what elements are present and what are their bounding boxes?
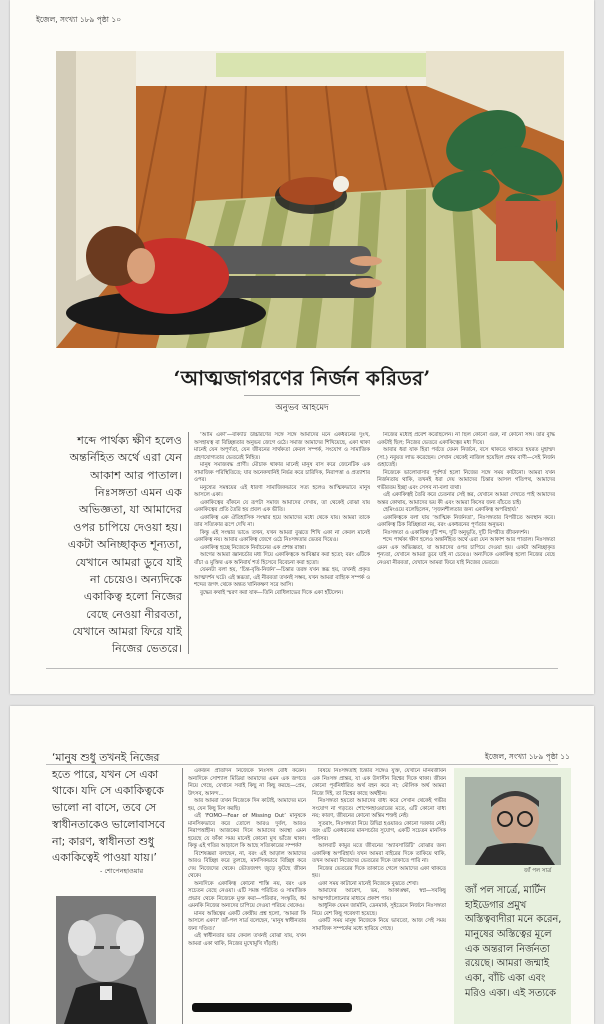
- paragraph: আমাদের আবেগ, ভয়, আকাঙ্ক্ষা, স্বপ্ন—সবকিছু আত্মপর্যালোচনার মাধ্যমে প্রকাশ পায়।: [312, 888, 446, 902]
- paragraph: যেমনটা বলা হয়, ‘চিন্ত-বৃত্তি-নির্জন’—চিন্তার তরঙ্গ যখন স্তব্ধ হয়, তখনই প্রকৃত আত্মদর্শন ঘটে। এই স্তব্ধতা, এই নীরবতা তখনই সম্ভব, যখন আমরা বাহ্যিক সম্পর্ক ও শব্দের জগৎ থেকে অন্তত খানিকক্ষণ সরে আসি।: [194, 567, 370, 589]
- paragraph: হেমিংওয়ে বলেছিলেন, ‘সৃজনশীলতার জন্য একাকিত্ব অপরিহার্য।’: [383, 507, 519, 514]
- sidebar-quote: জাঁ পল সার্ত্রে, মার্টিন হাইডেগার প্রমুখ অস্তিত্ববাদীরা মনে করেন, মানুষের অস্তিত্বের মূলে এক অন্তরাল নির্জনতা রয়েছে। আমরা জন্মাই একা, বাঁচি একা এবং মরিও একা। এই সত্যকে: [465, 885, 562, 999]
- paragraph: মানুষ সমাজবদ্ধ প্রাণী। মৌচাক থাকার মানেই মানুষ বাস করে জেনেটিক এক সামাজিক পরিস্থিতিতে; যার অনেকখানিই নির্ভর করে চারিদিক, নিরাপত্তা ও প্রত্যাশার ওপর।: [194, 462, 370, 484]
- paragraph: নিজের মধ্যেই প্রবেশ করেছিলেন। না ছিল কোনো গুরু, না কোনো সঙ্গ। তার বুদ্ধি একটাই ছিল; নিজের ভেতরে একাকিত্বের মধ্য দিয়ে।: [377, 432, 555, 446]
- paragraph: আর আমরা তখন নিজেকে দিন কাটাই, আমাদের মনে হয়, যেন কিছু মিস করছি।: [188, 798, 306, 812]
- paragraph: আধুনিক যেমন জার্মানি, ডেনমার্ক, সুইডেনে নির্জনে নিঃসঙ্গতা নিয়ে বেশ কিছু গবেষণা হয়েছে।: [312, 903, 446, 917]
- paragraph: আবার ধরা যাক হিরা পর্বতে যেমন নির্জনে, বসে থাকতে থাকতে হযরত মুহাম্মদ (সা.) নবুয়ত লাভ করেছেন। সেখান থেকেই নাজিল হয়েছিল প্রথম বাণী—সেই নির্জন গুহাতেই।: [377, 447, 555, 469]
- paragraph: বিশেষজ্ঞরা বলছেন, না, বরং এই আড়াল আমাদের আরও বিচ্ছিন্ন করে তুলছে, মানসিকভাবে বিচ্ছিন্ন করে দেয় নিজেদের থেকে। ভৌতজগৎ জুড়ে ফুটছে জীবন থেকে।: [188, 850, 306, 880]
- paragraph: অন্যদিকে একাকিত্ব কোনো শাস্তি নয়, বরং এক সচেতন বেছে নেওয়া। এটি সমস্ত পরিচিত ও সামাজিক প্রভাব থেকে নিজেকে মুক্ত করা—পরিবার, সংস্কৃতি, ধর্ম এমনকি নিজের অন্যদের চাপিয়ে দেওয়া পরিচয় থেকেও।: [188, 880, 306, 910]
- paragraph: নিঃসঙ্গতা হয়তো আমাদের বাধ্য করে সেখান থেকেই গভীর সংযোগ না গড়তে। শোপেনহাওয়ারের মতে, এটি কোনো বাধ্য নয়; কারণ, জীবনের কোনো অন্তিম শক্তই নেই।: [312, 798, 446, 820]
- paragraph: মনুষ্যের সমন্বয়ের এই ধারণা সামাজিকভাবে সত্য হলেও আত্মিকভাবে মানুষ আসলে একা।: [194, 484, 370, 499]
- paragraph: নিজেকে ভালোবাসার পূর্বশর্ত হলো নিজের সঙ্গে সময় কাটানো। আমরা যখন নির্জনতায় থাকি, তখনই ধরা দেয় আমাদের চিন্তার আসল গতিপথ, আমাদের গভীরতম ইচ্ছা এবং সেসব না-বলা ব্যথা।: [377, 469, 555, 491]
- paragraph: এই একাকিত্বই তৈরি করে চেতনার সেই স্তর, যেখানে আমরা দেখতে পাই আমাদের অন্তর কোথায়, আমাদের ভয় কী এবং আমরা কিসের জন্য বাঁচতে চাই।: [377, 492, 555, 506]
- photo-caption: জাঁ পল সার্ত্র: [524, 868, 552, 874]
- quote-attribution: - শোপেনহাওয়ার: [100, 867, 144, 875]
- paragraph: নিঃসঙ্গতা ও একাকিত্ব দুটি শব্দ, দুটি অনুভূতি, দুটি বিপরীত জীবনদর্শন।: [383, 529, 530, 536]
- paragraph: শব্দে পার্থক্য ক্ষীণ হলেও অন্তর্নিহিত অর্থে এরা যেন আকাশ আর পাতাল। নিঃসঙ্গতা এমন এক অভিজ্ঞতা, যা আমাদের ওপর চাপিয়ে দেওয়া হয়। একটা অনিচ্ছাকৃত শূন্যতা, যেখানে আমরা ডুবে যাই না চেয়েও। অন্যদিকে একাকিত্ব হলো নিজের বেছে নেওয়া নীরবতা, যেখানে আমরা ফিরে যাই নিজের ভেতরে।: [377, 537, 555, 566]
- paragraph: নিজের ভেতরের দিকে তাকাতে গেলে আমাদের একা থাকতে হয়।: [312, 865, 446, 880]
- paragraph: আগের আমরা জ্ঞানচর্চার মধ্য দিয়ে একাকিত্বকে আবিষ্কার করা হতো; বরং এটিকে বাঁচা ও মুক্তির এক অনিবার্য শর্ত হিসেবে বিবেচনা করা হতো।: [194, 552, 370, 566]
- paragraph: একজন প্রতিদিন নিজেকে নিঃসঙ্গ বোধ করেন। অন্যদিকে সোশ্যাল মিডিয়া আমাদের এমন এক জগতে নিয়ে গেছে, যেখানে সবাই কিছু না কিছু করছে—প্রেম, উৎসব, আনন্দ…: [188, 768, 306, 797]
- pull-quote: শব্দে পার্থক্য ক্ষীণ হলেও অন্তর্নিহিত অর্থে এরা যেন আকাশ আর পাতাল। নিঃসঙ্গতা এমন এক অভিজ্ঞতা, যা আমাদের ওপর চাপিয়ে দেওয়া হয়। একটা অনিচ্ছাকৃত শূন্যতা, যেখানে আমরা ডুবে যাই না চেয়েও। অন্যদিকে একাকিত্ব হলো নিজের বেছে নেওয়া নীরবতা, যেখানে আমরা ফিরে যাই নিজের ভেতরে।: [67, 434, 182, 656]
- paragraph: সুতরাং, নিঃসঙ্গতা নিয়ে উদ্বিগ্ন হওয়ারও কোনো দরকার নেই। বরং এটি একধরনের মানসচর্চার সুযোগ, একটি সচেতন মানসিক পরিসর।: [312, 820, 446, 842]
- article-column-4: [312, 768, 446, 1024]
- running-head: ইজেল, সংখ্যা ১৮৯ পৃষ্ঠা ১০: [36, 15, 122, 24]
- paragraph: একাকিত্ব এক ঐতিহাসিক সংস্কার হয়ে আমাদের মধ্যে থেকে যায়। আমরা তাকে তার সত্যিকার রূপে দেখি না।: [194, 514, 370, 529]
- article-author: অনুভব আহমেদ: [275, 403, 329, 413]
- page-bottom-rule: [46, 668, 558, 669]
- column-divider: [188, 432, 189, 654]
- article-title: ‘আত্মজাগরণের নির্জন করিডর’: [173, 366, 431, 390]
- paragraph: একাকিত্বকে বলা যায় ‘আত্মিক নির্জনতা’, নিঃসঙ্গতার বিপরীতে অবস্থান করে। একাকিত্ব ঠিক বিচ্ছিন্নতা নয়, বরং একধরনের পূর্ণতার অনুভব।: [377, 514, 555, 529]
- article-column-1: [194, 432, 370, 662]
- paragraph: এই ‘FOMO—Fear of Missing Out’ মানুষকে মানসিকভাবে করে তোলে আরও দুর্বল, আরও নিরাপত্তাহীন। আজকের দিনে আমাদের অবস্থা এমন হয়েছে যে ফাঁকা সময় মানেই কোনো মুখ ভাঁজে থাকা। কিন্তু এই গতির আড়ালে কি আছে সত্যিকারের সম্পর্ক?: [188, 813, 306, 850]
- paragraph: বিষয়ে নিঃসঙ্গতাই চিন্তার সঙ্গেও যুক্ত, যেখানে মানবজীবন এক নিঃসঙ্গ প্রান্তর, যা এক উদাসীন বিশ্বের দিকে থাকা। জীবন কোনো পূর্বনির্ধারিত অর্থ বহন করে না; মৌলিক অর্থ আমরা নিজে দিই, তা বিশ্বের কাছে অর্থহীন।: [312, 768, 446, 797]
- feature-illustration: [56, 51, 564, 348]
- redaction-mark: [192, 1003, 352, 1012]
- paragraph: মানব অস্তিত্বের একটি কেন্দ্রীয় প্রশ্ন হলো, ‘আমরা কি আসলে একা?’ জাঁ-পল সার্ত্র বলেছেন, ‘মানুষ স্বাধীনতার জন্য দণ্ডিত।’: [188, 910, 306, 932]
- paragraph: একটি সময় মানুষ নিজেকে নিয়ে ভাবতো, আজ সেই সময় সামাজিক সম্পর্কের মধ্যে হারিয়ে গেছে।: [312, 918, 446, 932]
- column-divider: [182, 768, 183, 1024]
- paragraph: একা সময় কাটানো মানেই নিজেকে বুঝতে শেখা।: [318, 880, 419, 887]
- paragraph: একাকিত্ব হচ্ছে নিজেকে নির্বাচনের এক প্রশস্ত রাস্তা।: [200, 544, 307, 551]
- sartre-portrait: [465, 777, 561, 865]
- title-divider: [244, 395, 360, 396]
- paragraph: এই স্বাধীনতার ভার কেবল তখনই বোঝা যায়, যখন আমরা একা থাকি, নিজের মুখোমুখি দাঁড়াই।: [188, 933, 306, 947]
- paragraph: ‘আমি একা’—বাক্যটি উচ্চারণের সঙ্গে সঙ্গে আমাদের মনে একধরনের দুঃখ, অসহায়ত্ব বা বিচ্ছিন্নতার অনুভব জেগে ওঠে। সমাজ আমাদের শিখিয়েছে, একা থাকা মানেই যেন অপূর্ণতা, যেন জীবনের সার্থকতা কেবল সম্পর্ক, সংযোগ ও সামাজিক গ্রহণযোগ্যতার ভেতরেই নিহিত।: [194, 432, 370, 461]
- schopenhauer-portrait: [56, 896, 156, 1024]
- paragraph: একাকিত্বের বাঁকনে যে রূপটা সমাজ আমাদের দেখায়, তা থেকেই বোঝা যায় একাকিত্বের প্রতি তৈরি হয় প্রবল এক ভীতি।: [194, 499, 370, 514]
- schopenhauer-quote: ‘মানুষ শুধু তখনই নিজের হতে পারে, যখন সে একা থাকে। যদি সে একাকিত্বকে ভালো না বাসে, তবে সে স্বাধীনতাকেও ভালোবাসবে না; কারণ, স্বাধীনতা শুধু একাকিত্বেই পাওয়া যায়।’: [52, 751, 166, 865]
- paragraph: কিন্তু এই সংস্কার ভাঙে তখন, যখন আমরা বুঝতে শিখি একা না কেবল মানেই একাকিত্ব নয়। আবার একাকিত্ব জেগে ওঠে নিঃসঙ্গতার ভেতর দিয়েও।: [194, 529, 370, 544]
- paragraph: আলবার্ট কামুর মতে জীবনের ‘অ্যাবসার্ডিটি’ বোঝার জন্য একাকিত্ব অপরিহার্য। যখন আমরা বাইরের দিকে তাকিয়ে থাকি, তখন আমরা নিজেদের ভেতরের দিকে তাকাতে পারি না।: [312, 843, 446, 865]
- magazine-page-top: [10, 0, 594, 694]
- article-column-3: [188, 768, 306, 1024]
- running-head: ইজেল, সংখ্যা ১৮৯ পৃষ্ঠা ১১: [484, 752, 570, 761]
- paragraph: বুদ্ধের কথাই স্মরণ করা যাক—তিনি বোধিলাভের দিকে একা হাঁটলেন।: [200, 589, 343, 596]
- article-column-2: [377, 432, 555, 662]
